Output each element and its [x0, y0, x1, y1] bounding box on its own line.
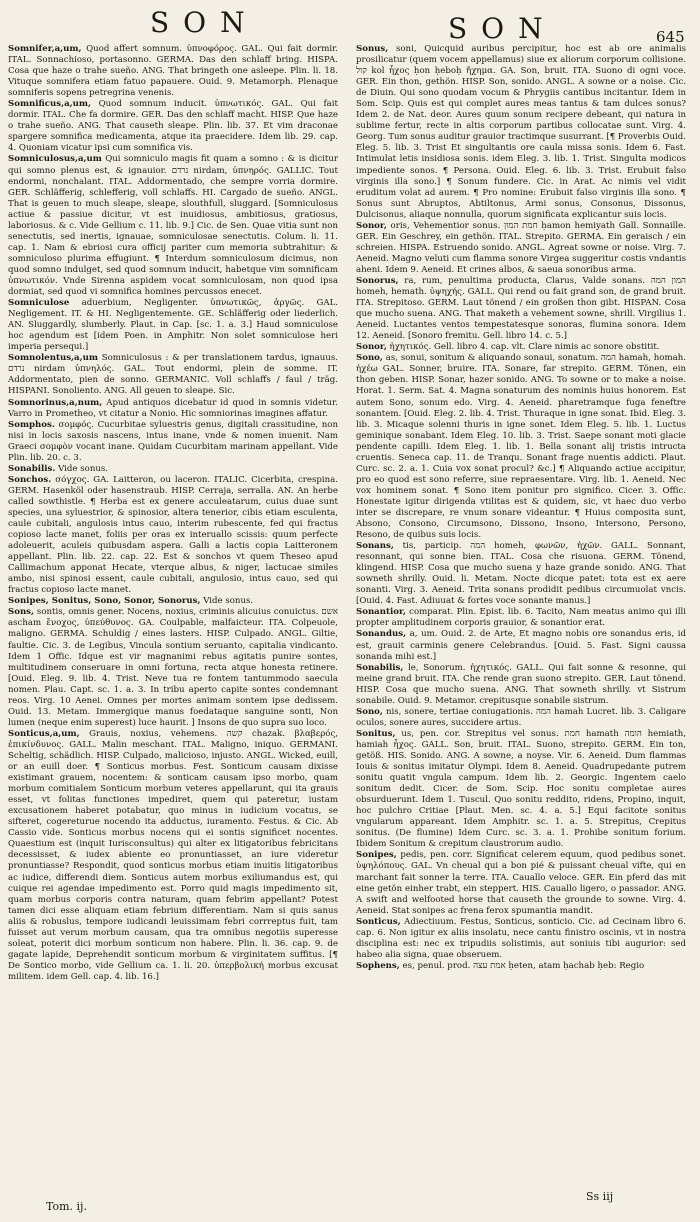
entry-headword: Sono, — [356, 706, 383, 717]
entry-headword: Somniculosus,a,um — [8, 154, 102, 165]
entry-text: σόγχος. GA. Laitteron, ou laceron. ITALIC. Cicerbita, crespina. GERM. Hasenköl oder hasenstraub. HISP. Cerraja, serralla. AN. An herbe called sowthistle. ¶ Herba est ex genere acculeatarum, cuius duae sunt species, una syluestrior, & spinosior, altera tenerior, cibis etiam esculenta, caule cubitali, angulosis intus cauo, interim rubescente, fed qui fractus copioso lacte manet, foliis per oras ex interuallo scissis: quum perfecte adoleuerit, aculeis quibusdam aspera. Galli a lactis copia Laitteronem appellant. Plin. lib. 22. cap. 22. Est & sonchos vt quem Theseo apud Callimachum apponat Hecate, vterque albus, & niger, lactucae similes ambo, nisi spinosi essent, caule cubitali, angulosio, intus cauo, sed qui fractus copioso lacte manet. — [8, 474, 338, 596]
entry-headword: Sonor, — [356, 342, 387, 353]
entry-text: soni, Quicquid auribus percipitur, hoc est ab ore animalis prosilicatur (quem vocem appellamus) siue ex aliorum corporum collisione. קול kol ἦχος ḥon ḥeboḥ ἤχημα. GA. Son, bruit. ITA. Suono di ogni voce. GER. Ein thon, gethön. HISP. Son, sonido. ANGL. A sowne or a noise. Cic. de Diuin. Qui sono quodam vocum & Phrygiis cantibus incitantur. Idem in Som. Scip. Quis est qui complet aures meas tantus & tam dulces sonus? Idem 2. de Nat. deor. Aures quum sonum recipere debeant, qui natura in sublime fertur, recte in altis corporum partibus collocatae sunt. Virg. 4. Georg. Tum sonus auditur grauior tractimque susurrant. [¶ Proverbis Ouid. Eleg. 5. lib. 3. Trist Et singultantis ore caula missa sonis. Idem 6. Fast. Intimulat letis insidiosa sonis. idem Eleg. 3. lib. 1. Trist. Singulta modicos impediente sonos. ¶ Persona. Ouid. Eleg. 6. lib. 3. Trist. Erubuit falso virginis illa sono.] ¶ Sonum fundere. Cic. in Arat. Ac nimis vel vidit eruditum volat ad aurem. ¶ Pro nomine: Erubuit falso virginis illa sono. ¶ Sonus sunt Abruptos, Abtiltonus, Armi sonus, Consonus, Dissonus, Dulcisonus, aliaque nonnulla, quorum significata explicantur suis locis. — [356, 44, 686, 220]
entry-text: Quod somnum inducit. ὑπνωτικός. GAL. Qui fait dormir. ITAL. Che fa dormire. GER. Das den schlaff macht. HISP. Que haze o trahe sueño. ANG. That causeth sleape. Plin. lib. 37. Et vim draconae spargere somnifica medicamenta, atque ita praecidere. Idem lib. 29. cap. 4. Quoniam vicatur ipsi cum somnifica vis. — [8, 99, 339, 154]
dictionary-entry — [8, 475, 338, 597]
dictionary-entry — [8, 298, 338, 353]
dictionary-entry — [356, 707, 686, 729]
entry-text: Quod affert somnum. ὑπνοφόρος. GAL. Qui fait dormir. ITAL. Sonnachioso, portasonno. GERMA. Das den schlaff bring. HISPA. Cosa que haze o trahe sueño. ANG. That bringeth one asleepe. Plin. li. 18. Vituque somnifera etiam fatuo papauere. Ouid. 9. Metamorph. Plenaque somniferis sopens petregrina venenis. — [8, 44, 339, 99]
entry-text: aduerbium, Negligenter. ὑπνωτικῶς, ἀργῶς. GAL. Negligement. IT. & HI. Negligentemente. GE. Schläfferig oder liederlich. AN. Sluggardly, slumberly. Plaut. in Cap. [sc. 1. a. 3.] Haud somniculose hoc agendum est [idem Poen. in Amphitr. Non solet somniculose heri imperia persequi.] — [8, 298, 339, 353]
dictionary-entry — [356, 663, 686, 707]
dictionary-entry — [356, 44, 686, 221]
dictionary-entry — [356, 342, 686, 353]
dictionary-entry — [8, 420, 338, 464]
volume-signature: Tom. ij. — [46, 1200, 87, 1213]
entry-text: Apud antiquos dicebatur id quod in somnis videtur. Varro in Prometheo, vt citatur a Nonio. Hic somniorinas imagines affatur. — [8, 397, 338, 419]
entry-text: as, sonui, sonitum & aliquando sonaui, sonatum. המה hamah, homah. ἠχέω GAL. Sonner, bruire. ITA. Sonare, far strepito. GERM. Tönen, ein thon geben. HISP. Sonar, hazer sonido. ANG. To sowne or to make a noise. Horat. 1. Serm. Sat. 4. Magna sonaturum des nominis huius honorem. Est autem Sono, sonum edo. Virg. 4. Aeneid. pharetramque fuga feneftre sonantem. [Ouid. Eleg. 2. lib. 4. Trist. Thuraque in igne sonat. Ibid. Eleg. 3. lib. 3. Micaque solenni thuris in igne sonet. Idem Eleg. 5. lib. 1. Luctus geminique sonabant. Idem Eleg. 10. lib. 3. Trist. Saepe sonant moti glacie pendente capilli. Idem Eleg. 1. lib. 1. Bella sonant alij tristis intructa cruentis. Seneca cap. 11. de Tranqu. Sonant frage nuentis addicti. Plaut. Curc. sc. 2. a. 1. Cuia vox sonat procul? &c.] ¶ Aliquando actiue accipitur, pro eo quod est sono referre, siue repraesentare. Virg. lib. 1. Aeneid. Nec vox hominem sonat. ¶ Sono item ponitur pro significo. Cicer. 3. Offic. Honestate igitur dirigenda vtilitas est & quidem, sic, vt haec duo verbo inter se discrepare, re vnum sonare videantur. ¶ Huius composita sunt, Absono, Consono, Circumsono, Dissono, Insono, Intersono, Persono, Resono, de quibus suis locis. — [356, 353, 686, 541]
entry-text: Vide sonus. — [58, 463, 109, 474]
dictionary-entry — [356, 729, 686, 851]
entry-text: us, pen. cor. Strepitus vel sonus. חמת hamath הומה hemiath, hamiah ἦχος. GALL. Son, bruit. ITAL. Suono, strepito. GERM. Ein ton, getöß. HIS. Sonido. ANG. A sowne, a noyse. Vir. 6. Aeneid. Dum flammas Iouis & sonitus imitatur Olympi. Idem 8. Aeneid. Quadrupedante putrem sonitu quatit vngula campum. Idem lib. 2. Georgic. Ingentem caelo sonitum dedit. Cicer. de Som. Scip. Hoc sonitu completae aures obsurduerunt. Idem 1. Tuscul. Quo sonitu reddito, ridens, Propino, inquit, hoc pulchro Critiae [Plaut. Men. sc. 4. a. 5.] Equi facitote sonitus vngularum appareant. Idem Amphitr. sc. 1. a. 5. Strepitus, Crepitus sonitus. (De flumine) Idem Curc. sc. 3. a. 1. Prohibe sonitum forium. Ibidem Sonitum & crepitum claustrorum audio. — [356, 728, 686, 850]
entry-headword: Sonabilis, — [356, 662, 404, 673]
entry-text: Vide sonus. — [203, 596, 254, 607]
entry-headword: Sonitus, — [356, 728, 396, 739]
dictionary-entry — [356, 221, 686, 276]
dictionary-entry — [8, 44, 338, 99]
dictionary-entry — [356, 850, 686, 916]
entry-headword: Sonticus, — [356, 916, 401, 927]
left-column — [8, 44, 338, 983]
entry-headword: Somnorinus,a,num, — [8, 397, 103, 408]
entry-text: tis, particip. המה homeh, φωνῶν, ἠχῶν. GALL. Sonnant, resonnant, qui sonne bien. ITAL. Cosa che risuona. GERM. Tönend, klingend. HISP. Cosa que mucho suena y haze grande sonido. ANG. That sowneth shrilly. Ouid. li. Metam. Nocte dicque patet: tota est ex aere sonanti. Virg. 3. Aeneid. Trita sonans prodidit pedibus circumuolat vncis. [Ouid. 4. Fast. Adiuuat & fortes voce sonante manus.] — [356, 541, 687, 607]
dictionary-entry — [356, 961, 686, 972]
dictionary-entry — [8, 353, 338, 397]
dictionary-entry — [8, 729, 338, 983]
entry-headword: Sono, — [356, 353, 383, 364]
entry-text: ra, rum, penultima producta, Clarus, Valde sonans. המון המה homeh, hemath. ὐψηχής. GALL. Qui rend ou fait grand son, de grand bruit. ITA. Strepitoso. GERM. Laut tönend / ein großen thon gibt. HISPAN. Cosa que mucho suena. ANG. That maketh a vehement sowne, shrill. Virgilius 1. Aeneid. Luctantes ventos tempestatesque sonoras, flumina sonora. Idem 12. Aeneid. [Sonoro fremitu. Gell. libro 14. c. 5.] — [356, 275, 686, 342]
entry-headword: Sonor, — [356, 220, 387, 231]
dictionary-entry — [356, 917, 686, 961]
entry-text: Adiectiuum. Festus, Sonticus, sonticio. Cic. ad Cecinam libro 6. cap. 6. Non igitur ex aliis insolatu, nece cantu finistro oscinis, vt in nostra disciplina est: nec ex tripudiis solistimis, aut soniuis tibi augurior: sed habeo alia signa, quae obseruem. — [356, 916, 687, 960]
page-number: 645 — [656, 28, 685, 46]
entry-headword: Somphos. — [8, 419, 55, 430]
dictionary-entry — [8, 607, 338, 729]
entry-headword: Sonorus, — [356, 275, 399, 286]
entry-text: σομφός. Cucurbitae syluestris genus, digitali crassitudine, non nisi in locis saxosis nascens, intus inane, vnde & nomen inuenit. Nam Graeci σομφὸν vocant inane. Quidam Cucurbitam marinam appellant. Vide Plin. lib. 20. c. 3. — [8, 419, 339, 463]
dictionary-entry — [356, 607, 686, 629]
entry-text: Qui somniculo magis fit quam a somno : & is dicitur qui somno plenus est, & ignauior. נרדם nirdam, ὑπνηρός. GALLIC. Tout endormi, nonchalant. ITAL. Addormentado, che sempre vorria dormire. GER. Schläfferig, schlefferig, voll schlaffs. HI. Cargado de sueño. ANGL. That is geuen to much sleape, sleape, slouthfull, sluggard. [Somniculosus actiue & passiue dicitur, vt est inuidiosus, ambitiosus, gratiosus, laboriosus. & c. Vide Gellium c. 11. lib. 9.] Cic. de Sen. Quae vitia sunt non senectutis, sed inertis, ignauae, somniculosae senectutis. Colum. li. 11. cap. 1. Nam & ebriosi cura officij pariter cum memoria subtrahitur: & somniculoso plurima effugiunt. ¶ Interdum somniculosum dicimus, non quod somno indulget, sed quod somnum inducit, habetque vim somnificam ὑπνωτικόν. Vnde Sirenna aspidem vocat somniculosam, non quod ipsa dormiat, sed quod vi somnifica homines percussos enecet. — [8, 154, 338, 298]
entry-headword: Sonans, — [356, 541, 394, 552]
signature-mark: Ss iij — [586, 1190, 614, 1203]
dictionary-entry — [8, 154, 338, 298]
entry-headword: Sonipes, Sonitus, Sono, Sonor, Sonorus, — [8, 596, 201, 607]
entry-text: comparat. Plin. Epist. lib. 6. Tacito, Nam meatus animo qui illi propter amplitudinem corporis grauior, & sonantior erat. — [356, 607, 686, 629]
entry-headword: Sonchos. — [8, 474, 52, 485]
entry-headword: Sonabilis. — [8, 463, 56, 474]
dictionary-entry — [8, 398, 338, 420]
dictionary-entry — [356, 629, 686, 662]
entry-headword: Sonandus, — [356, 629, 407, 640]
entry-headword: Sophens, — [356, 960, 400, 971]
entry-headword: Somnolentus,a,um — [8, 353, 98, 364]
dictionary-entry — [8, 464, 338, 475]
entry-headword: Somniculose — [8, 298, 70, 309]
entry-headword: Somnificus,a,um, — [8, 99, 91, 110]
entry-text: Somniculosus : & per translationem tardus, ignauus. נרדם nirdam ὑπνηλός. GAL. Tout endormi, plein de somme. IT. Addormentato, pien de sonno. GERMANIC. Voll schlaffs / faul / träg. HISPANI. Sonoliento. ANG. All geuen to sleape. Sic. — [8, 353, 338, 397]
entry-text: ἠχητικός. Gell. libro 4. cap. vlt. Clare nimis ac sonore obstitit. — [389, 342, 660, 353]
entry-headword: Sons, — [8, 607, 35, 618]
entry-text: es, penul. prod. אמת עצה ḥeten, atam ḥachab ḥeb: Regio — [402, 960, 645, 971]
entry-headword: Sonipes, — [356, 850, 397, 861]
entry-text: nis, sonere, tertiae coniugationis. המה hamah Lucret. lib. 3. Caligare oculos, sonere aures, succidere artus. — [356, 706, 686, 728]
entry-text: Grauis, noxius, vehemens. קשה chazak. βλαβερός, ἐπικίνδυνος. GALL. Malin meschant. ITAL. Maligno, iniquo. GERMANI. Scheltig, schädlich. HISP. Culpado, malicioso, injusto. ANGL. Wicked, euill, or an euill doer. ¶ Sonticus morbus. Fest. Sonticum causam dixisse existimant grauem, nocentem: & sonticam causam ipso morbo, quam morbum comitialem Sonticum morbum veteres appellarunt, qui ita grauis esset, vt folitas functiones impediret, quem qui pateretur, iustam excusationem haberet potabatur, quo minus in iudicium vocatus, se sifteret, cogereturue nocendo ita adductus, iuramento. Festus. & Cic. Ab Cassio vide. Sonticus morbus nocens qui ei sontis significet nocentes. Quaestium est (inquit Iurisconsultus) qui alter ex litigatoribus febricitans decessisset, & iudex abiente eo pronuntiasset, an iure videretur pronuntiasse? Respondit, quod sonticus morbus etiam inuitis litigatoribus ac iudice, differendi diem. Sonticus autem morbus exiliumandus est, qui cuique rei agendae impedimento est. Porro quid magis impedimento sit, quam morbus corporis contra naturam, quam febrim appellant? Potest tamen dici esse aliquam etiam febrium differentiam. Nam si quis sanus aliis & robuslus, tempore iudicandi leuissimam febri corrreptus fuit, tam fuisset aut verum morbum causam, qua tra omnibus negotiis superesse soleat, poterit dici morbum sonticum non habere. Plin. li. 36. cap. 9. de gagate lapide, Deprehendit sonticum morbum & virginitatem suffitus. [¶ De Sontico morbo, vide Gellium ca. 1. li. 20. ὑπερβολική morbus excusat militem. idem Gell. cap. 4. lib. 16.] — [8, 728, 339, 982]
dictionary-entry — [356, 276, 686, 342]
running-head-left: SON — [150, 6, 259, 39]
right-column — [356, 44, 686, 972]
entry-text: oris, Vehementior sonus. חמת המון ḥamon hemiyath Gall. Sonnaille. GER. Ein Geschrey, ein gethön. ITAL. Strepito. GERMA. Ein geraisch / ein schreien. HISPA. Estruendo sonido. ANGL. Agreat sowne or noise. Virg. 7. Aeneid. Magno veluti cum flamma sonore Virgea suggeritur costis vndantis aheni. Idem 9. Aeneid. Et crines albos, & saeua sonoribus arma. — [356, 220, 686, 275]
entry-text: le, Sonorum. ἠχητικός. GALL. Qui fait sonne & resonne, qui meine grand bruit. ITA. Che rende gran suono strepito. GER. Laut tönend. HISP. Cosa que mucho suena. ANG. That sowneth shrilly. vt Sistrum sonabile. Ouid. 9. Metamor. crepitusque sonabile sistrum. — [356, 662, 686, 706]
dictionary-entry — [8, 99, 338, 154]
entry-text: a, um. Ouid. 2. de Arte, Et magno nobis ore sonandus eris, id est, grauit carminis genere Celebrandus. [Ouid. 5. Fast. Signi caussa sonanda mihi est.] — [356, 629, 686, 662]
page-header — [0, 0, 700, 46]
dictionary-entry — [356, 353, 686, 541]
entry-headword: Somnifer,a,um, — [8, 44, 82, 54]
entry-text: pedis, pen. corr. Significat celerem equum, quod pedibus sonet. ὑψηλόπους. GAL. Vn cheual qui a bon pié & puissant cheual vifte, qui en marchant fait sonner la terre. ITA. Cauallo veloce. GER. Ein pferd das mit eine getön einher trabt, ein steppert. HIS. Cauallo ligero, o passador. ANG. A swift and welfooted horse that causeth the grounde to sowne. Virg. 4. Aeneid. Stat sonipes ac frena ferox spumantia mandit. — [356, 850, 686, 916]
dictionary-entry — [356, 541, 686, 607]
dictionary-entry — [8, 596, 338, 607]
entry-headword: Sonantior, — [356, 607, 406, 618]
entry-text: sontis, omnis gener. Nocens, noxius, criminis alicuius conuictus. אשם ascham ἔνοχος, ὑπεύθυνος. GA. Coulpable, malfaicteur. ITA. Colpeuole, maligno. GERMA. Schuldig / eines lasters. HISP. Culpado. ANGL. Giltie, faultie. Cic. 3. de Legibus, Vincula sontium seruanto, capitalia vindicanto. Idem 1 Offic. Idque est vir magnanimi rebus agitatis punire sontes, multitudinem conseruare in omni fortuna, recta atque honesta retinere. [Ouid. Eleg. 9. lib. 4. Trist. Neve tua re fontem tantummodo saecula nomen. Plau. Capt. sc. 1. a. 3. In tribu aperto capite sontes condemnant reos. Virg. 10 Aenei. Omnes per mortes animam sontem ipse dedissem. Ouid. 13. Metam. Immergique manus foedataque sanguine sonti, Non lumen (neque enim superest) luce haurit. ] Insons de quo supra suo loco. — [8, 607, 338, 728]
entry-headword: Sonus, — [356, 44, 389, 54]
running-head-right: SON — [448, 12, 557, 45]
entry-headword: Sonticus,a,um, — [8, 728, 80, 739]
